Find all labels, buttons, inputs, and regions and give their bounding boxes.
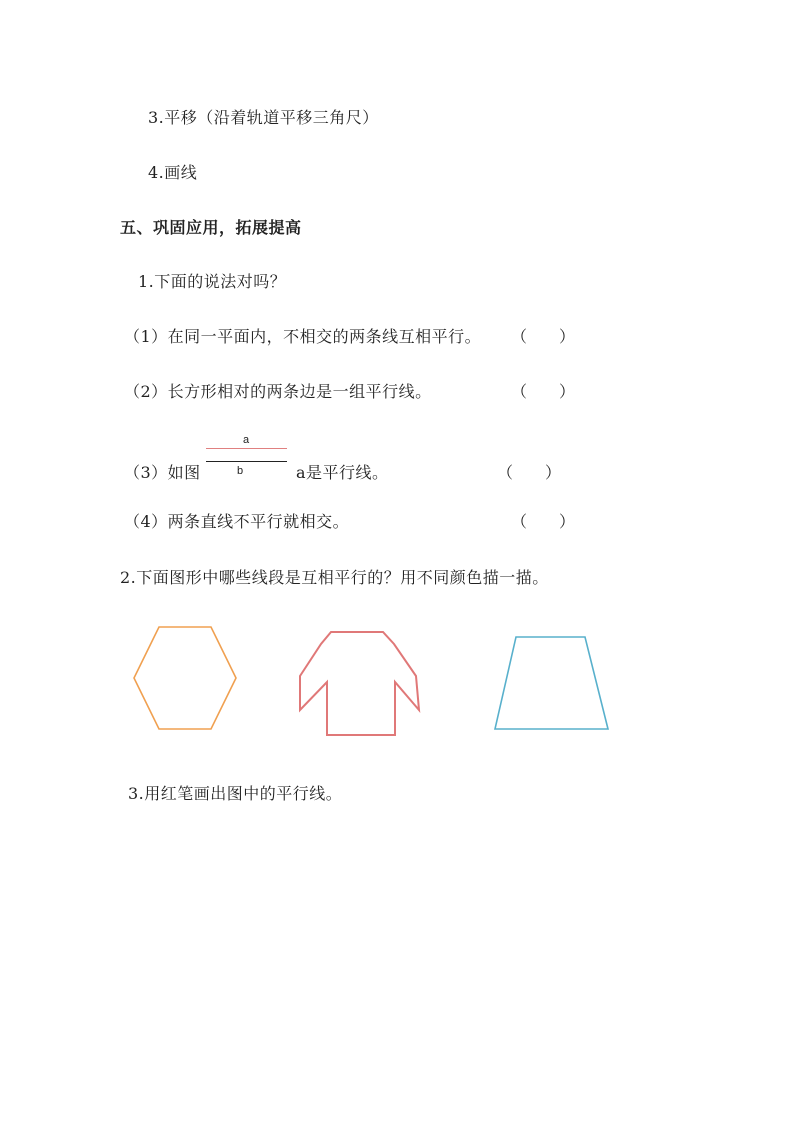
- step-3: 3.平移（沿着轨道平移三角尺）: [148, 108, 379, 127]
- q1-item-1-answer-blank[interactable]: （ ）: [511, 327, 576, 346]
- shirt-figure: [297, 631, 421, 737]
- shirt-outline: [300, 632, 419, 735]
- line-a: [206, 448, 287, 449]
- q1-item-3-text-after: a是平行线。: [296, 463, 389, 482]
- step-4: 4.画线: [148, 163, 198, 182]
- q1-item-3-answer-blank[interactable]: （ ）: [497, 463, 562, 482]
- q1-item-2-text: （2）长方形相对的两条边是一组平行线。: [124, 382, 432, 401]
- line-a-label: a: [243, 434, 250, 446]
- question-1-prompt: 1.下面的说法对吗？: [138, 272, 287, 291]
- trapezoid-outline: [495, 637, 608, 729]
- hexagon-figure: [132, 625, 238, 731]
- hexagon-outline: [134, 627, 236, 729]
- line-b-label: b: [237, 465, 244, 477]
- question-2-prompt: 2.下面图形中哪些线段是互相平行的？用不同颜色描一描。: [120, 568, 549, 587]
- section-5-heading: 五、巩固应用，拓展提高: [120, 218, 302, 237]
- trapezoid-figure: [494, 635, 610, 731]
- question-3-prompt: 3.用红笔画出图中的平行线。: [128, 784, 343, 803]
- q1-item-4-answer-blank[interactable]: （ ）: [511, 512, 576, 531]
- line-b: [206, 461, 287, 462]
- q1-item-1-text: （1）在同一平面内，不相交的两条线互相平行。: [124, 327, 482, 346]
- q1-item-4-text: （4）两条直线不平行就相交。: [124, 512, 350, 531]
- q1-item-3-text-before: （3）如图: [124, 463, 201, 482]
- q1-item-2-answer-blank[interactable]: （ ）: [511, 382, 576, 401]
